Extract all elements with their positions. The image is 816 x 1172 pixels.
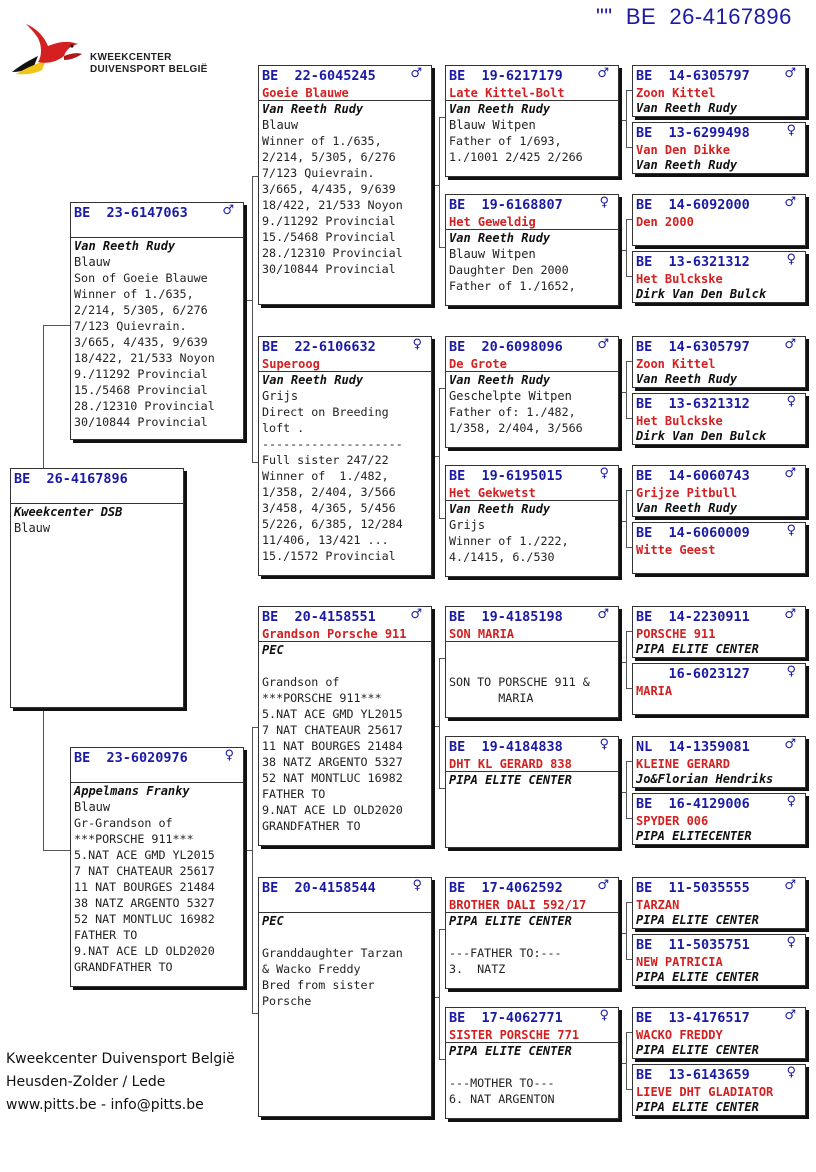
- male-icon: ♂: [784, 466, 796, 481]
- female-icon: ♀: [786, 664, 796, 679]
- ring-number: BE 19-4184838: [449, 739, 563, 755]
- male-icon: ♂: [410, 66, 422, 81]
- connector-line: [43, 850, 70, 851]
- pigeon-info: SON TO PORSCHE 911 & MARIA: [449, 675, 590, 705]
- female-icon: ♀: [224, 748, 234, 763]
- owner-name: [633, 698, 805, 714]
- owner-name: [633, 229, 805, 245]
- pigeon-name: NEW PATRICIA: [636, 955, 723, 969]
- pigeon-info: Gr-Grandson of ***PORSCHE 911*** 5.NAT ACE GMD YL2015 7 NAT CHATEAUR 25617 11 NAT BOURGES 21484 38 NATZ ARGENTO 5327 52 NAT MONTLUC 16982 FATHER TO 9.NAT ACE LD OLD2020 GRANDFATHER TO: [74, 816, 215, 974]
- male-icon: ♂: [784, 195, 796, 210]
- pigeon-name: [259, 898, 431, 912]
- owner-name: PIPA ELITE CENTER: [636, 642, 759, 656]
- pigeon-name: Grijze Pitbull: [636, 486, 738, 500]
- pedigree-card-gen4-10: [632, 663, 806, 715]
- owner-name: Appelmans Franky: [74, 784, 190, 798]
- ring-number: BE 14-6092000: [636, 197, 750, 213]
- pedigree-header-ring: "" BE 26-4167896: [596, 4, 792, 29]
- footer-web-email[interactable]: www.pitts.be - info@pitts.be: [6, 1097, 204, 1113]
- owner-name: PEC: [262, 643, 284, 657]
- female-icon: ♀: [412, 878, 422, 893]
- connector-line: [244, 850, 252, 851]
- pedigree-card-dam-sire: [258, 606, 432, 846]
- ring-number: BE 20-6098096: [449, 339, 563, 355]
- male-icon: ♂: [597, 878, 609, 893]
- male-icon: ♂: [784, 66, 796, 81]
- connector-line: [626, 90, 627, 147]
- connector-line: [432, 726, 439, 727]
- logo: [8, 16, 208, 86]
- pigeon-name: Het Geweldig: [449, 215, 536, 229]
- pigeon-color: Grijs: [262, 389, 299, 403]
- ring-number: BE 13-4176517: [636, 1010, 750, 1026]
- pigeon-color: Blauw: [74, 800, 111, 814]
- ring-number: BE 13-6299498: [636, 125, 750, 141]
- owner-name: Van Reeth Rudy: [262, 373, 364, 387]
- connector-line: [432, 185, 439, 186]
- owner-name: [446, 642, 618, 658]
- male-icon: ♂: [597, 337, 609, 352]
- pigeon-name: Witte Geest: [636, 543, 716, 557]
- ring-number: BE 14-2230911: [636, 609, 750, 625]
- ring-number: BE 26-4167896: [14, 471, 128, 487]
- ring-number: BE 14-6060743: [636, 468, 750, 484]
- male-icon: ♂: [784, 607, 796, 622]
- pedigree-card-gen4-3: [632, 194, 806, 246]
- pigeon-info: Winner of 1./635, 2/214, 5/305, 6/276 7/123 Quievrain. 3/665, 4/435, 9/639 18/422, 21/533 Noyon 9./11292 Provincial 15./5468 Provincial 28./12310 Provincial 30/10844 Provincial: [262, 134, 403, 276]
- connector-line: [43, 325, 44, 468]
- pigeon-color: [446, 929, 618, 945]
- pigeon-name: Het Bulckske: [636, 414, 723, 428]
- female-icon: ♀: [786, 935, 796, 950]
- male-icon: ♂: [784, 737, 796, 752]
- owner-name: PIPA ELITE CENTER: [449, 914, 572, 928]
- ring-number: BE 23-6020976: [74, 750, 188, 766]
- connector-line: [626, 761, 627, 818]
- pedigree-card-gen4-6: [632, 393, 806, 445]
- pigeon-info: Direct on Breeding loft . -------------------- Full sister 247/22 Winner of 1./482, 1/358, 2/404, 3/566 3/458, 4/365, 5/456 5/226, 6/385, 12/284 11/406, 13/421 ... 15./1572 Provincial: [262, 405, 403, 563]
- ring-number: BE 13-6321312: [636, 396, 750, 412]
- pedigree-card-sire: [70, 202, 244, 440]
- male-icon: ♂: [784, 1008, 796, 1023]
- pigeon-name: Late Kittel-Bolt: [449, 86, 565, 100]
- pigeon-name: Grandson Porsche 911: [262, 627, 407, 641]
- female-icon: ♀: [599, 195, 609, 210]
- pedigree-card-gen3-8: [445, 1007, 619, 1119]
- female-icon: ♀: [786, 123, 796, 138]
- ring-number: BE 16-4129006: [636, 796, 750, 812]
- pigeon-name: DHT KL GERARD 838: [449, 757, 572, 771]
- pigeon-name: [71, 768, 243, 782]
- ring-number: BE 19-6168807: [449, 197, 563, 213]
- pedigree-card-dam: [70, 747, 244, 987]
- pigeon-info: Winner of 1./222, 4./1415, 6./530: [449, 534, 569, 564]
- pedigree-card-gen4-11: [632, 736, 806, 788]
- owner-name: [633, 557, 805, 573]
- connector-line: [619, 392, 626, 393]
- pigeon-color: Grijs: [449, 518, 486, 532]
- pigeon-color: Blauw: [14, 521, 51, 535]
- male-icon: ♂: [597, 66, 609, 81]
- ring-number: BE 17-4062592: [449, 880, 563, 896]
- male-icon: ♂: [784, 878, 796, 893]
- pigeon-name: Zoon Kittel: [636, 357, 716, 371]
- owner-name: PIPA ELITE CENTER: [636, 1043, 759, 1057]
- connector-line: [619, 662, 626, 663]
- pigeon-info: Son of Goeie Blauwe Winner of 1./635, 2/214, 5/305, 6/276 7/123 Quievrain. 3/665, 4/435, 9/639 18/422, 21/533 Noyon 9./11292 Provincial 15./5468 Provincial 28./12310 Provincial 30/10844 Provincial: [74, 271, 215, 429]
- ring-number: BE 13-6143659: [636, 1067, 750, 1083]
- pigeon-name: SPYDER 006: [636, 814, 709, 828]
- connector-line: [43, 325, 70, 326]
- pigeon-color: Blauw Witpen: [449, 247, 536, 261]
- connector-line: [619, 250, 626, 251]
- footer-company: Kweekcenter Duivensport België: [6, 1051, 235, 1067]
- connector-line: [619, 792, 626, 793]
- female-icon: ♀: [786, 523, 796, 538]
- female-icon: ♀: [599, 737, 609, 752]
- pigeon-info: Granddaughter Tarzan & Wacko Freddy Bred from sister Porsche: [262, 946, 403, 1008]
- pedigree-card-sire-dam: [258, 336, 432, 576]
- pigeon-name: MARIA: [636, 684, 673, 698]
- owner-name: PIPA ELITE CENTER: [636, 913, 759, 927]
- connector-line: [432, 456, 439, 457]
- pedigree-card-gen4-4: [632, 251, 806, 303]
- pedigree-card-gen4-7: [632, 465, 806, 517]
- footer-contact: [6, 1048, 235, 1117]
- pigeon-name: SON MARIA: [449, 627, 515, 641]
- pigeon-info: ---MOTHER TO--- 6. NAT ARGENTON: [449, 1076, 555, 1106]
- pedigree-card-gen3-1: [445, 65, 619, 177]
- pedigree-card-gen3-3: [445, 336, 619, 448]
- owner-name: Van Reeth Rudy: [636, 158, 738, 172]
- pigeon-name: Het Bulckske: [636, 272, 723, 286]
- pigeon-name: BROTHER DALI 592/17: [449, 898, 587, 912]
- ring-number: BE 13-6321312: [636, 254, 750, 270]
- owner-name: PIPA ELITE CENTER: [449, 773, 572, 787]
- connector-line: [619, 1063, 626, 1064]
- pigeon-color: Geschelpte Witpen: [449, 389, 572, 403]
- owner-name: Van Reeth Rudy: [636, 372, 738, 386]
- male-icon: ♂: [222, 203, 234, 218]
- ring-number: BE 22-6045245: [262, 68, 376, 84]
- ring-number: BE 17-4062771: [449, 1010, 563, 1026]
- pigeon-name: TARZAN: [636, 898, 680, 912]
- owner-name: Van Reeth Rudy: [74, 239, 176, 253]
- pedigree-card-gen4-15: [632, 1007, 806, 1059]
- owner-name: Van Reeth Rudy: [636, 101, 738, 115]
- ring-number: BE 19-6217179: [449, 68, 563, 84]
- pigeon-name: SISTER PORSCHE 771: [449, 1028, 580, 1042]
- ring-number: BE 22-6106632: [262, 339, 376, 355]
- connector-line: [439, 117, 440, 247]
- owner-name: PIPA ELITE CENTER: [636, 970, 759, 984]
- male-icon: ♂: [597, 607, 609, 622]
- pigeon-color: Blauw: [262, 118, 299, 132]
- pedigree-card-dam-dam: [258, 877, 432, 1117]
- connector-line: [619, 933, 626, 934]
- ring-number: BE 14-6305797: [636, 339, 750, 355]
- female-icon: ♀: [599, 1008, 609, 1023]
- pigeon-color: Blauw Witpen: [449, 118, 536, 132]
- connector-line: [626, 1032, 627, 1089]
- pigeon-color: [446, 788, 618, 804]
- pigeon-name: De Grote: [449, 357, 507, 371]
- pedigree-card-gen3-5: [445, 606, 619, 718]
- female-icon: ♀: [786, 794, 796, 809]
- connector-line: [43, 708, 44, 850]
- pedigree-card-gen4-8: [632, 522, 806, 574]
- connector-line: [626, 902, 627, 959]
- pedigree-card-subject: [10, 468, 184, 708]
- pedigree-card-gen4-13: [632, 877, 806, 929]
- connector-line: [626, 631, 627, 688]
- ring-number: BE 14-6060009: [636, 525, 750, 541]
- pigeon-color: [259, 929, 431, 945]
- pedigree-card-gen4-1: [632, 65, 806, 117]
- owner-name: Van Reeth Rudy: [449, 102, 551, 116]
- pigeon-name: WACKO FREDDY: [636, 1028, 723, 1042]
- owner-name: Kweekcenter DSB: [14, 505, 123, 519]
- ring-number: BE 23-6147063: [74, 205, 188, 221]
- connector-line: [619, 120, 626, 121]
- owner-name: PIPA ELITE CENTER: [449, 1044, 572, 1058]
- pedigree-card-gen4-2: [632, 122, 806, 174]
- female-icon: ♀: [786, 1065, 796, 1080]
- pedigree-card-gen3-6: [445, 736, 619, 848]
- ring-number: NL 14-1359081: [636, 739, 750, 755]
- pigeon-name: [11, 489, 183, 503]
- owner-name: Van Reeth Rudy: [449, 373, 551, 387]
- pigeon-name: Goeie Blauwe: [262, 86, 349, 100]
- pigeon-name: [71, 223, 243, 237]
- female-icon: ♀: [599, 466, 609, 481]
- pigeon-name: Van Den Dikke: [636, 143, 730, 157]
- connector-line: [252, 176, 253, 463]
- female-icon: ♀: [412, 337, 422, 352]
- connector-line: [626, 219, 627, 276]
- pigeon-info: Father of: 1./482, 1/358, 2/404, 3/566: [449, 405, 583, 435]
- pedigree-card-gen4-5: [632, 336, 806, 388]
- ring-number: BE 19-6195015: [449, 468, 563, 484]
- pigeon-name: PORSCHE 911: [636, 627, 716, 641]
- pigeon-name: Superoog: [262, 357, 320, 371]
- ring-number: BE 11-5035555: [636, 880, 750, 896]
- pigeon-info: Daughter Den 2000 Father of 1./1652,: [449, 263, 576, 293]
- owner-name: Dirk Van Den Bulck: [636, 429, 767, 443]
- pedigree-card-gen3-7: [445, 877, 619, 989]
- owner-name: PIPA ELITECENTER: [636, 829, 752, 843]
- pigeon-name: Zoon Kittel: [636, 86, 716, 100]
- pigeon-name: Het Gekwetst: [449, 486, 536, 500]
- ring-number: BE 14-6305797: [636, 68, 750, 84]
- footer-location: Heusden-Zolder / Lede: [6, 1074, 166, 1090]
- pigeon-name: LIEVE DHT GLADIATOR: [636, 1085, 774, 1099]
- logo-text: KWEEKCENTER DUIVENSPORT BELGIË: [90, 52, 208, 75]
- ring-number: BE 20-4158544: [262, 880, 376, 896]
- pigeon-info: Grandson of ***PORSCHE 911*** 5.NAT ACE GMD YL2015 7 NAT CHATEAUR 25617 11 NAT BOURGES 21484 38 NATZ ARGENTO 5327 52 NAT MONTLUC 16982 FATHER TO 9.NAT ACE LD OLD2020 GRANDFATHER TO: [262, 675, 403, 833]
- connector-line: [619, 521, 626, 522]
- owner-name: PIPA ELITE CENTER: [636, 1100, 759, 1114]
- pigeon-name: Den 2000: [636, 215, 694, 229]
- pedigree-card-gen4-14: [632, 934, 806, 986]
- ring-number: 16-6023127: [636, 666, 750, 682]
- connector-line: [439, 929, 440, 1059]
- pigeon-info: ---FATHER TO:--- 3. NATZ: [449, 946, 562, 976]
- pedigree-card-gen4-12: [632, 793, 806, 845]
- pigeon-logo-icon: [8, 16, 90, 80]
- connector-line: [626, 490, 627, 547]
- pigeon-name: KLEINE GERARD: [636, 757, 730, 771]
- pedigree-card-gen3-2: [445, 194, 619, 306]
- owner-name: PEC: [262, 914, 284, 928]
- connector-line: [626, 361, 627, 418]
- connector-line: [432, 997, 439, 998]
- owner-name: Dirk Van Den Bulck: [636, 287, 767, 301]
- connector-line: [439, 388, 440, 518]
- pigeon-color: [446, 658, 618, 674]
- pigeon-color: [259, 658, 431, 674]
- ring-number: BE 19-4185198: [449, 609, 563, 625]
- male-icon: ♂: [784, 337, 796, 352]
- pigeon-color: [446, 1059, 618, 1075]
- ring-number: BE 20-4158551: [262, 609, 376, 625]
- owner-name: Van Reeth Rudy: [449, 231, 551, 245]
- connector-line: [244, 300, 252, 301]
- pedigree-card-gen4-9: [632, 606, 806, 658]
- pigeon-info: Father of 1/693, 1./1001 2/425 2/266: [449, 134, 583, 164]
- pedigree-card-gen3-4: [445, 465, 619, 577]
- female-icon: ♀: [786, 394, 796, 409]
- male-icon: ♂: [410, 607, 422, 622]
- pedigree-card-gen4-16: [632, 1064, 806, 1116]
- owner-name: Van Reeth Rudy: [449, 502, 551, 516]
- pedigree-card-sire-sire: [258, 65, 432, 305]
- ring-number: BE 11-5035751: [636, 937, 750, 953]
- female-icon: ♀: [786, 252, 796, 267]
- owner-name: Van Reeth Rudy: [262, 102, 364, 116]
- owner-name: Jo&Florian Hendriks: [636, 772, 774, 786]
- connector-line: [252, 727, 253, 1014]
- connector-line: [439, 658, 440, 788]
- owner-name: Van Reeth Rudy: [636, 501, 738, 515]
- pigeon-color: Blauw: [74, 255, 111, 269]
